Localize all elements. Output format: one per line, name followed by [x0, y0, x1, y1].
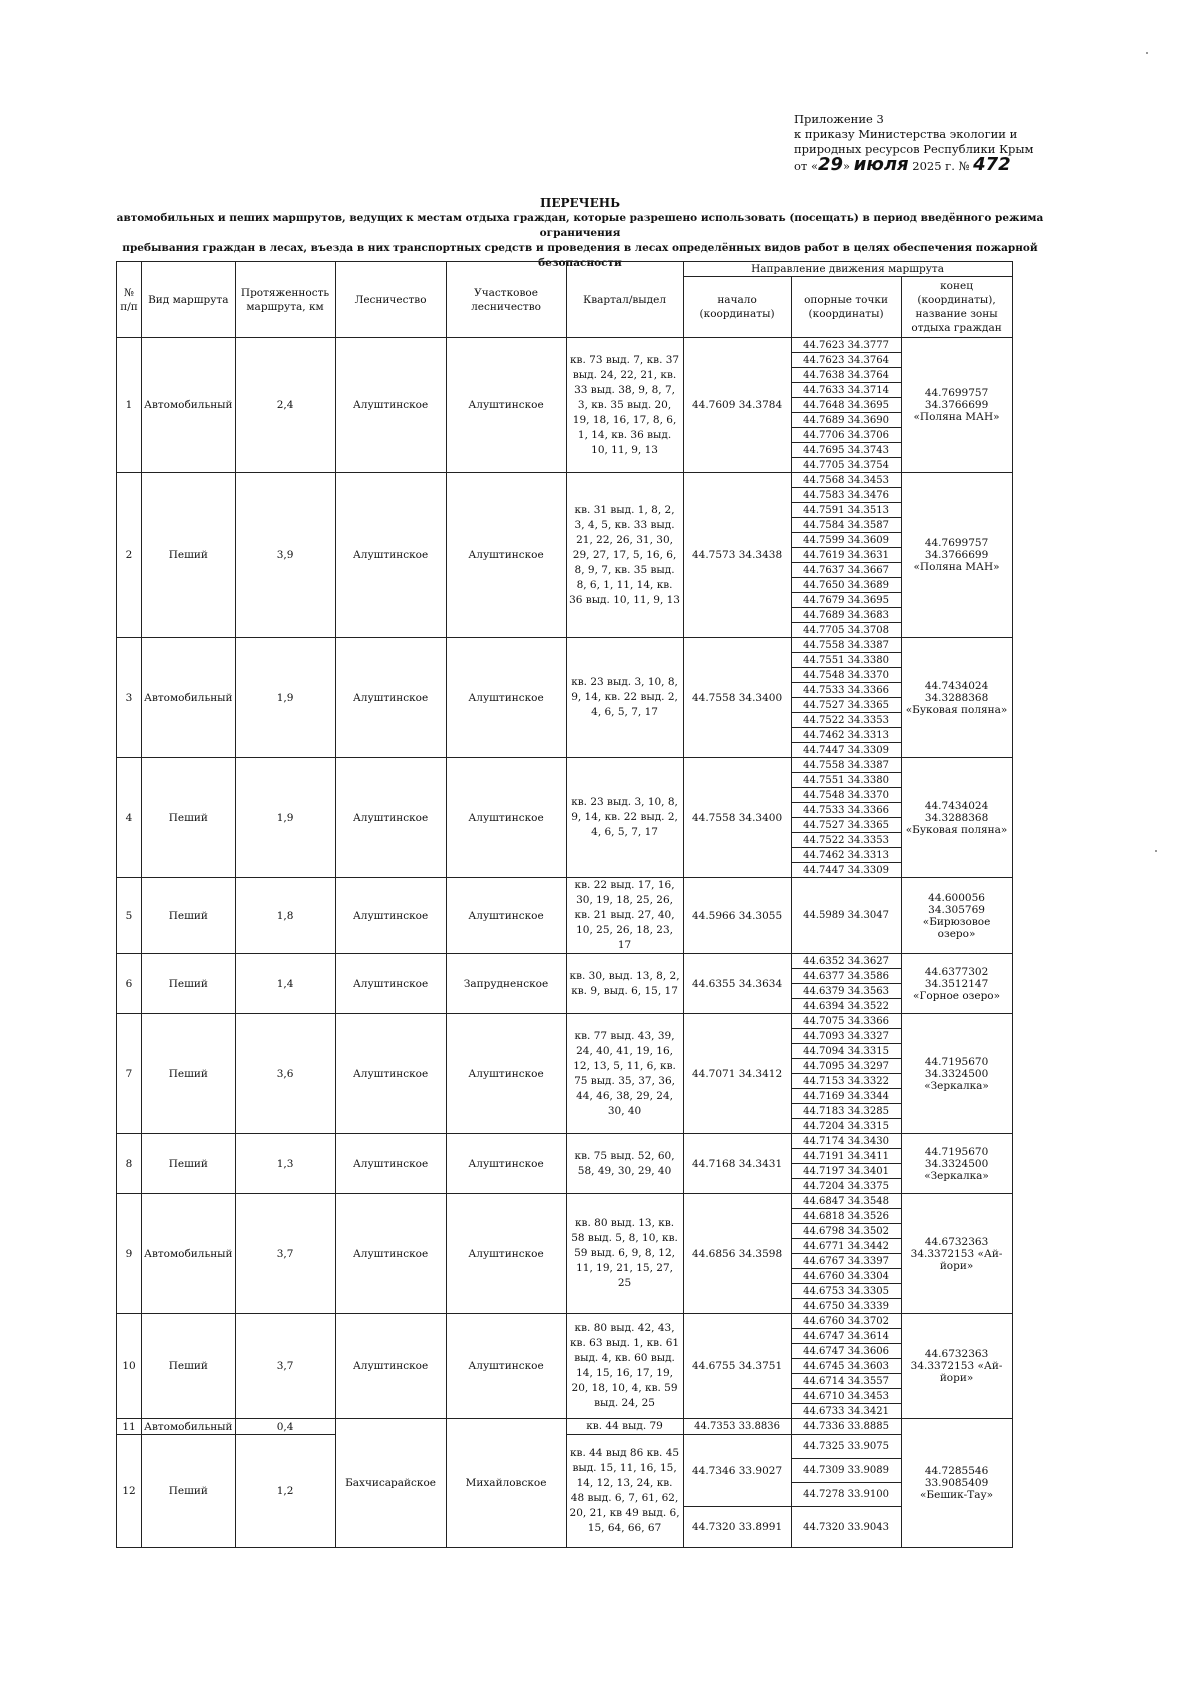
- cell-district: Алуштинское: [446, 1134, 566, 1194]
- cell-point: 44.7637 34.3667: [791, 563, 901, 578]
- cell-length: 3,7: [235, 1194, 335, 1314]
- cell-point: 44.7093 34.3327: [791, 1029, 901, 1044]
- cell-point: 44.7533 34.3366: [791, 683, 901, 698]
- cell-type: Автомобильный: [142, 638, 236, 758]
- cell-start: 44.7346 33.9027: [683, 1435, 791, 1507]
- cell-quarter: кв. 22 выд. 17, 16, 30, 19, 18, 25, 26, кв. 21 выд. 27, 40, 10, 25, 26, 18, 23, 17: [566, 878, 683, 954]
- cell-point: 44.6753 34.3305: [791, 1284, 901, 1299]
- title-subtitle-2: пребывания граждан в лесах, въезда в них транспортных средств и проведения в лесах определённых видов работ в целях обеспечения пожарной безопасности: [122, 242, 1038, 269]
- cell-start: 44.7168 34.3431: [683, 1134, 791, 1194]
- cell-point: 44.6767 34.3397: [791, 1254, 901, 1269]
- cell-num: 3: [117, 638, 142, 758]
- cell-type: Пеший: [142, 473, 236, 638]
- cell-point: 44.7204 34.3375: [791, 1179, 901, 1194]
- cell-length: 3,7: [235, 1314, 335, 1419]
- cell-point: 44.7679 34.3695: [791, 593, 901, 608]
- cell-num: 9: [117, 1194, 142, 1314]
- cell-point: 44.7462 34.3313: [791, 848, 901, 863]
- table-row: [117, 473, 1013, 488]
- cell-length: 0,4: [235, 1419, 335, 1435]
- cell-district: Алуштинское: [446, 473, 566, 638]
- cell-district: Алуштинское: [446, 878, 566, 954]
- cell-point: 44.7705 34.3754: [791, 458, 901, 473]
- cell-point: 44.6747 34.3606: [791, 1344, 901, 1359]
- cell-length: 3,6: [235, 1014, 335, 1134]
- cell-end: 44.7434024 34.3288368 «Буковая поляна»: [901, 758, 1012, 878]
- cell-type: Пеший: [142, 758, 236, 878]
- table-row: [117, 954, 1013, 969]
- table-row: [117, 1134, 1013, 1149]
- cell-point: 44.7094 34.3315: [791, 1044, 901, 1059]
- cell-point: 44.6760 34.3304: [791, 1269, 901, 1284]
- cell-num: 2: [117, 473, 142, 638]
- cell-point: 44.7095 34.3297: [791, 1059, 901, 1074]
- cell-point: 44.7689 34.3690: [791, 413, 901, 428]
- cell-end: 44.7195670 34.3324500 «Зеркалка»: [901, 1014, 1012, 1134]
- cell-district: Алуштинское: [446, 638, 566, 758]
- cell-point: 44.6394 34.3522: [791, 999, 901, 1014]
- cell-point: 44.6745 34.3603: [791, 1359, 901, 1374]
- cell-point: 44.7320 33.9043: [791, 1507, 901, 1548]
- cell-type: Пеший: [142, 1134, 236, 1194]
- cell-end: 44.7699757 34.3766699 «Поляна МАН»: [901, 473, 1012, 638]
- table-row: [117, 1314, 1013, 1329]
- cell-length: 1,3: [235, 1134, 335, 1194]
- cell-quarter: кв. 31 выд. 1, 8, 2, 3, 4, 5, кв. 33 выд. 21, 22, 26, 31, 30, 29, 27, 17, 5, 16, 6, 8, 9, 7, кв. 35 выд. 8, 6, 1, 11, 14, кв. 36 выд. 10, 11, 9, 13: [566, 473, 683, 638]
- cell-quarter: кв. 73 выд. 7, кв. 37 выд. 24, 22, 21, кв. 33 выд. 38, 9, 8, 7, 3, кв. 35 выд. 20, 19, 18, 16, 17, 8, 6, 1, 14, кв. 36 выд. 10, 11, 9, 13: [566, 338, 683, 473]
- cell-end: 44.6732363 34.3372153 «Ай-йори»: [901, 1314, 1012, 1419]
- cell-quarter: кв. 77 выд. 43, 39, 24, 40, 41, 19, 16, 12, 13, 5, 11, 6, кв. 75 выд. 35, 37, 36, 44, 46, 38, 29, 24, 30, 40: [566, 1014, 683, 1134]
- table-header: [117, 262, 1013, 338]
- cell-district: Алуштинское: [446, 1314, 566, 1419]
- cell-point: 44.6710 34.3453: [791, 1389, 901, 1404]
- cell-quarter: кв. 23 выд. 3, 10, 8, 9, 14, кв. 22 выд. 2, 4, 6, 5, 7, 17: [566, 758, 683, 878]
- cell-point: 44.6760 34.3702: [791, 1314, 901, 1329]
- cell-point: 44.7527 34.3365: [791, 818, 901, 833]
- cell-length: 1,2: [235, 1435, 335, 1548]
- scan-speck: [1146, 52, 1148, 54]
- cell-num: 11: [117, 1419, 142, 1435]
- cell-point: 44.7548 34.3370: [791, 788, 901, 803]
- cell-start: 44.6856 34.3598: [683, 1194, 791, 1314]
- cell-point: 44.7706 34.3706: [791, 428, 901, 443]
- cell-point: 44.7075 34.3366: [791, 1014, 901, 1029]
- cell-point: 44.6750 34.3339: [791, 1299, 901, 1314]
- table-row: [117, 1419, 1013, 1435]
- cell-district: Алуштинское: [446, 1194, 566, 1314]
- cell-point: 44.7623 34.3764: [791, 353, 901, 368]
- cell-point: 44.7599 34.3609: [791, 533, 901, 548]
- cell-type: Пеший: [142, 1314, 236, 1419]
- cell-point: 44.7447 34.3309: [791, 743, 901, 758]
- header-length: Протяженность маршрута, км: [235, 262, 335, 338]
- cell-forestry: Алуштинское: [335, 954, 446, 1014]
- title-heading: ПЕРЕЧЕНЬ: [540, 196, 620, 210]
- cell-type: Автомобильный: [142, 338, 236, 473]
- cell-start: 44.6355 34.3634: [683, 954, 791, 1014]
- handwritten-month: июля: [853, 154, 909, 175]
- cell-point: 44.7591 34.3513: [791, 503, 901, 518]
- table-row: [117, 338, 1013, 353]
- cell-point: 44.6771 34.3442: [791, 1239, 901, 1254]
- cell-point: 44.7551 34.3380: [791, 653, 901, 668]
- header-start: начало (координаты): [683, 277, 791, 338]
- cell-point: 44.7183 34.3285: [791, 1104, 901, 1119]
- table-row: [117, 878, 1013, 954]
- cell-end: 44.7434024 34.3288368 «Буковая поляна»: [901, 638, 1012, 758]
- cell-length: 2,4: [235, 338, 335, 473]
- cell-point: 44.7548 34.3370: [791, 668, 901, 683]
- cell-forestry: Алуштинское: [335, 473, 446, 638]
- order-date-line: от «29» июля 2025 г. № 472: [794, 154, 1011, 175]
- cell-point: 44.7197 34.3401: [791, 1164, 901, 1179]
- cell-type: Пеший: [142, 878, 236, 954]
- cell-forestry: Алуштинское: [335, 1134, 446, 1194]
- cell-type: Пеший: [142, 954, 236, 1014]
- cell-point: 44.7558 34.3387: [791, 758, 901, 773]
- table-row: [117, 1014, 1013, 1029]
- appendix-block: [794, 112, 1054, 174]
- cell-district: Алуштинское: [446, 1014, 566, 1134]
- cell-quarter: кв. 80 выд. 13, кв. 58 выд. 5, 8, 10, кв. 59 выд. 6, 9, 8, 12, 11, 19, 21, 15, 27, 25: [566, 1194, 683, 1314]
- cell-forestry: Алуштинское: [335, 338, 446, 473]
- title-subtitle-1: автомобильных и пеших маршрутов, ведущих к местам отдыха граждан, которые разрешено использовать (посещать) в период введённого режима ограничения: [116, 212, 1044, 239]
- table-row: [117, 1194, 1013, 1209]
- header-end: конец (координаты), название зоны отдыха граждан: [901, 277, 1012, 338]
- cell-end: 44.7195670 34.3324500 «Зеркалка»: [901, 1134, 1012, 1194]
- cell-forestry: Алуштинское: [335, 758, 446, 878]
- cell-point: 44.7689 34.3683: [791, 608, 901, 623]
- cell-point: 44.6379 34.3563: [791, 984, 901, 999]
- cell-point: 44.7551 34.3380: [791, 773, 901, 788]
- cell-point: 44.7447 34.3309: [791, 863, 901, 878]
- handwritten-day: 29: [817, 154, 844, 175]
- cell-point: 44.7558 34.3387: [791, 638, 901, 653]
- cell-point: 44.7153 34.3322: [791, 1074, 901, 1089]
- cell-num: 4: [117, 758, 142, 878]
- cell-type: Пеший: [142, 1435, 236, 1548]
- cell-length: 1,4: [235, 954, 335, 1014]
- cell-end: 44.6732363 34.3372153 «Ай-йори»: [901, 1194, 1012, 1314]
- cell-point: 44.6714 34.3557: [791, 1374, 901, 1389]
- cell-point: 44.7583 34.3476: [791, 488, 901, 503]
- cell-point: 44.7191 34.3411: [791, 1149, 901, 1164]
- cell-forestry: Алуштинское: [335, 1194, 446, 1314]
- cell-district: Алуштинское: [446, 338, 566, 473]
- cell-point: 44.7522 34.3353: [791, 713, 901, 728]
- cell-point: 44.7336 33.8885: [791, 1419, 901, 1435]
- cell-forestry: Алуштинское: [335, 1014, 446, 1134]
- cell-length: 1,8: [235, 878, 335, 954]
- cell-end: 44.6377302 34.3512147 «Горное озеро»: [901, 954, 1012, 1014]
- appendix-line: природных ресурсов Республики Крым: [794, 142, 1034, 156]
- cell-point: 44.6352 34.3627: [791, 954, 901, 969]
- cell-length: 1,9: [235, 638, 335, 758]
- cell-point: 44.7527 34.3365: [791, 698, 901, 713]
- scan-speck: [1155, 850, 1157, 852]
- cell-quarter: кв. 30, выд. 13, 8, 2, кв. 9, выд. 6, 15, 17: [566, 954, 683, 1014]
- cell-point: 44.7623 34.3777: [791, 338, 901, 353]
- header-district: Участковое лесничество: [446, 262, 566, 338]
- cell-point: 44.7705 34.3708: [791, 623, 901, 638]
- header-quarter: Квартал/выдел: [566, 262, 683, 338]
- cell-num: 10: [117, 1314, 142, 1419]
- header-direction: Направление движения маршрута: [683, 262, 1012, 277]
- cell-point: 44.7169 34.3344: [791, 1089, 901, 1104]
- cell-point: 44.5989 34.3047: [791, 878, 901, 954]
- cell-point: 44.7204 34.3315: [791, 1119, 901, 1134]
- cell-start: 44.7320 33.8991: [683, 1507, 791, 1548]
- header-type: Вид маршрута: [142, 262, 236, 338]
- cell-point: 44.7633 34.3714: [791, 383, 901, 398]
- cell-district: Запрудненское: [446, 954, 566, 1014]
- document-title: [100, 196, 1060, 271]
- cell-num: 1: [117, 338, 142, 473]
- cell-point: 44.7568 34.3453: [791, 473, 901, 488]
- cell-point: 44.7584 34.3587: [791, 518, 901, 533]
- cell-length: 1,9: [235, 758, 335, 878]
- cell-forestry: Алуштинское: [335, 878, 446, 954]
- cell-point: 44.7522 34.3353: [791, 833, 901, 848]
- table-body: [117, 338, 1013, 1548]
- cell-type: Автомобильный: [142, 1194, 236, 1314]
- appendix-line: к приказу Министерства экологии и: [794, 127, 1018, 141]
- cell-point: 44.6747 34.3614: [791, 1329, 901, 1344]
- cell-num: 8: [117, 1134, 142, 1194]
- cell-district: Алуштинское: [446, 758, 566, 878]
- cell-forestry: Бахчисарайское: [335, 1419, 446, 1548]
- cell-start: 44.7071 34.3412: [683, 1014, 791, 1134]
- cell-end: 44.600056 34.305769 «Бирюзовое озеро»: [901, 878, 1012, 954]
- cell-point: 44.7650 34.3689: [791, 578, 901, 593]
- cell-start: 44.7573 34.3438: [683, 473, 791, 638]
- cell-forestry: Алуштинское: [335, 1314, 446, 1419]
- cell-end: 44.7285546 33.9085409 «Бешик-Тау»: [901, 1419, 1012, 1548]
- cell-point: 44.7278 33.9100: [791, 1483, 901, 1507]
- cell-point: 44.7648 34.3695: [791, 398, 901, 413]
- cell-quarter: кв. 23 выд. 3, 10, 8, 9, 14, кв. 22 выд. 2, 4, 6, 5, 7, 17: [566, 638, 683, 758]
- cell-start: 44.7353 33.8836: [683, 1419, 791, 1435]
- header-num: № п/п: [117, 262, 142, 338]
- cell-type: Автомобильный: [142, 1419, 236, 1435]
- cell-point: 44.7309 33.9089: [791, 1459, 901, 1483]
- header-points: опорные точки (координаты): [791, 277, 901, 338]
- cell-start: 44.7558 34.3400: [683, 638, 791, 758]
- cell-start: 44.6755 34.3751: [683, 1314, 791, 1419]
- cell-point: 44.6733 34.3421: [791, 1404, 901, 1419]
- cell-quarter: кв. 80 выд. 42, 43, кв. 63 выд. 1, кв. 61 выд. 4, кв. 60 выд. 14, 15, 16, 17, 19, 20, 18, 10, 4, кв. 59 выд. 24, 25: [566, 1314, 683, 1419]
- appendix-line: Приложение 3: [794, 112, 884, 126]
- cell-num: 6: [117, 954, 142, 1014]
- cell-quarter: кв. 75 выд. 52, 60, 58, 49, 30, 29, 40: [566, 1134, 683, 1194]
- table-row: [117, 638, 1013, 653]
- cell-point: 44.7462 34.3313: [791, 728, 901, 743]
- cell-point: 44.7174 34.3430: [791, 1134, 901, 1149]
- cell-point: 44.7325 33.9075: [791, 1435, 901, 1459]
- cell-point: 44.6798 34.3502: [791, 1224, 901, 1239]
- cell-district: Михайловское: [446, 1419, 566, 1548]
- cell-quarter: кв. 44 выд 86 кв. 45 выд. 15, 11, 16, 15, 14, 12, 13, 24, кв. 48 выд. 6, 7, 61, 62, 20, 21, кв 49 выд. 6, 15, 64, 66, 67: [566, 1435, 683, 1548]
- routes-table: [116, 261, 1013, 1548]
- cell-num: 7: [117, 1014, 142, 1134]
- handwritten-number: 472: [973, 154, 1011, 175]
- cell-num: 5: [117, 878, 142, 954]
- cell-point: 44.6377 34.3586: [791, 969, 901, 984]
- table-row: [117, 758, 1013, 773]
- cell-point: 44.7638 34.3764: [791, 368, 901, 383]
- cell-forestry: Алуштинское: [335, 638, 446, 758]
- cell-start: 44.7609 34.3784: [683, 338, 791, 473]
- cell-start: 44.5966 34.3055: [683, 878, 791, 954]
- cell-point: 44.7533 34.3366: [791, 803, 901, 818]
- cell-type: Пеший: [142, 1014, 236, 1134]
- header-forestry: Лесничество: [335, 262, 446, 338]
- cell-quarter: кв. 44 выд. 79: [566, 1419, 683, 1435]
- cell-start: 44.7558 34.3400: [683, 758, 791, 878]
- cell-point: 44.7695 34.3743: [791, 443, 901, 458]
- cell-num: 12: [117, 1435, 142, 1548]
- cell-length: 3,9: [235, 473, 335, 638]
- cell-point: 44.7619 34.3631: [791, 548, 901, 563]
- cell-point: 44.6818 34.3526: [791, 1209, 901, 1224]
- cell-end: 44.7699757 34.3766699 «Поляна МАН»: [901, 338, 1012, 473]
- cell-point: 44.6847 34.3548: [791, 1194, 901, 1209]
